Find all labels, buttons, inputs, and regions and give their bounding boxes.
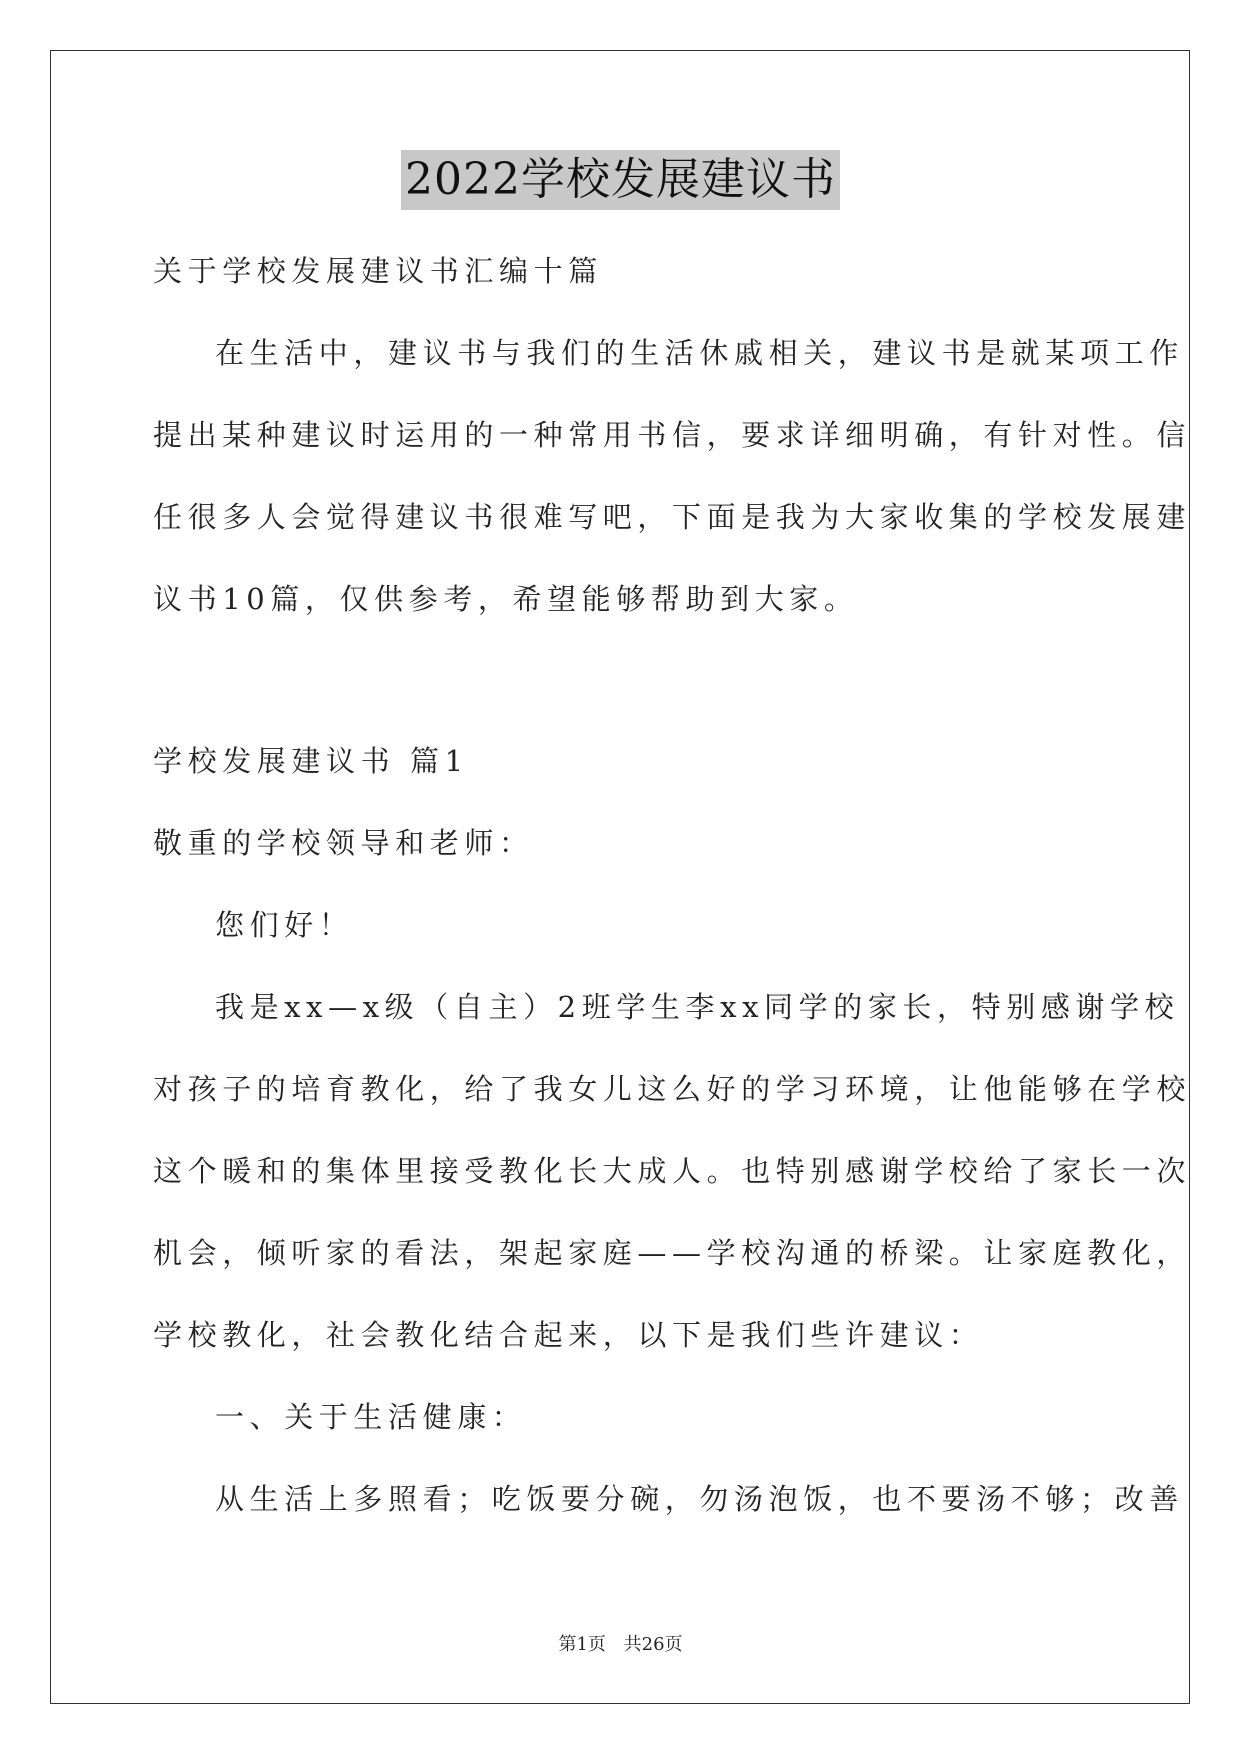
paragraph-line: 这个暖和的集体里接受教化长大成人。也特别感谢学校给了家长一次: [153, 1154, 1192, 1188]
document-subtitle: 关于学校发展建议书汇编十篇: [153, 254, 603, 288]
section-heading: 学校发展建议书 篇1: [153, 744, 469, 778]
paragraph-line: 对孩子的培育教化，给了我女儿这么好的学习环境，让他能够在学校: [153, 1072, 1192, 1106]
intro-line: 任很多人会觉得建议书很难写吧，下面是我为大家收集的学校发展建: [153, 500, 1192, 534]
greeting: 您们好！: [215, 908, 354, 942]
intro-line: 议书10篇，仅供参考，希望能够帮助到大家。: [153, 582, 859, 616]
paragraph-line: 机会，倾听家的看法，架起家庭——学校沟通的桥梁。让家庭教化，: [153, 1236, 1192, 1270]
intro-line: 提出某种建议时运用的一种常用书信，要求详细明确，有针对性。信: [153, 418, 1192, 452]
page-total: 共26页: [623, 1634, 683, 1655]
paragraph-line: 从生活上多照看；吃饭要分碗，勿汤泡饭，也不要汤不够；改善: [215, 1482, 1184, 1516]
page-number: 第1页: [558, 1634, 606, 1655]
page-footer: [0, 1630, 1241, 1656]
salutation: 敬重的学校领导和老师：: [153, 826, 534, 860]
paragraph-line: 我是xx—x级（自主）2班学生李xx同学的家长，特别感谢学校: [215, 990, 1180, 1024]
list-heading: 一、关于生活健康：: [215, 1400, 527, 1434]
document-body: [153, 230, 1192, 1540]
title-container: [0, 150, 1241, 210]
section-spacer: [153, 640, 1088, 720]
document-title: 2022学校发展建议书: [401, 150, 840, 210]
paragraph-line: 学校教化，社会教化结合起来，以下是我们些许建议：: [153, 1318, 984, 1352]
intro-line: 在生活中，建议书与我们的生活休戚相关，建议书是就某项工作: [215, 336, 1184, 370]
